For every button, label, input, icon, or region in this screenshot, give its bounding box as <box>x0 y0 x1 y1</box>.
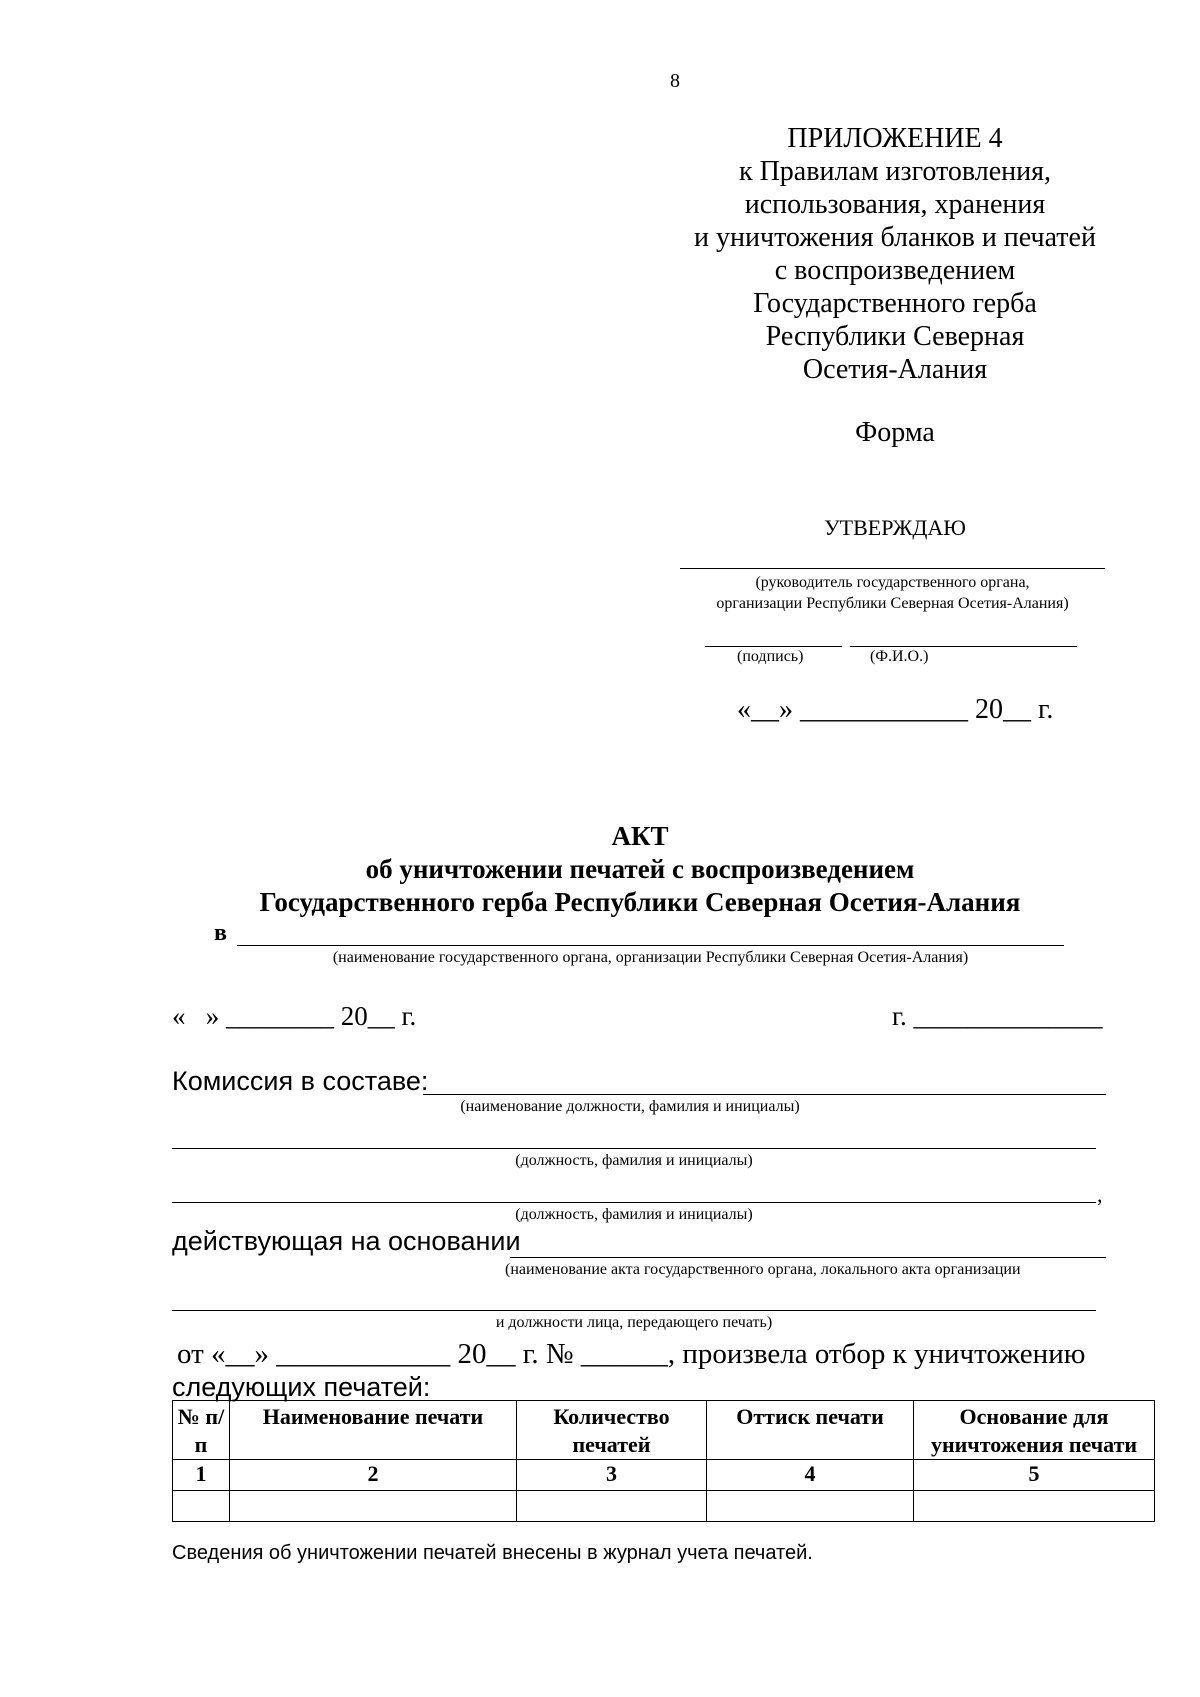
form-label: Форма <box>855 417 935 448</box>
commission-caption: (наименование должности, фамилия и инициалы) <box>460 1098 800 1115</box>
basis-caption: (наименование акта государственного органа, локального акта организации <box>505 1261 1021 1278</box>
signature-field-line[interactable] <box>705 646 842 647</box>
table-cell[interactable] <box>173 1491 230 1522</box>
appendix-header <box>660 122 1130 386</box>
table-header-row <box>173 1401 1155 1460</box>
table-cell[interactable] <box>914 1491 1155 1522</box>
footer-note: Сведения об уничтожении печатей внесены в журнал учета печатей. <box>172 1542 813 1564</box>
appendix-line: Государственного герба <box>753 288 1037 319</box>
appendix-line: с воспроизведением <box>774 255 1016 286</box>
table-number-row <box>173 1460 1155 1491</box>
act-title-line: об уничтожении печатей с воспроизведением <box>365 854 915 884</box>
basis-caption-2: и должности лица, передающего печать) <box>495 1314 773 1331</box>
approver-field-line[interactable] <box>680 568 1105 569</box>
appendix-line: и уничтожения бланков и печатей <box>694 222 1096 253</box>
commission-field-line[interactable] <box>423 1094 1106 1095</box>
appendix-line: использования, хранения <box>744 189 1046 220</box>
basis-field-line[interactable] <box>510 1257 1106 1258</box>
table-cell: 4 <box>707 1460 914 1491</box>
commission-member-caption: (должность, фамилия и инициалы) <box>515 1152 753 1169</box>
act-date[interactable]: « » ________ 20__ г. <box>172 1001 417 1031</box>
approver-caption <box>680 572 1105 614</box>
appendix-line: Осетия-Алания <box>802 354 988 385</box>
table-header-cell: Количество печатей <box>517 1401 707 1460</box>
fio-field-line[interactable] <box>850 646 1077 647</box>
act-title <box>170 820 1110 919</box>
approval-date[interactable]: «__» ____________ 20__ г. <box>737 694 1054 725</box>
selection-statement[interactable]: от «__» ____________ 20__ г. № ______, произвела отбор к уничтожению <box>177 1338 1086 1370</box>
table-cell[interactable] <box>230 1491 517 1522</box>
table-row <box>173 1491 1155 1522</box>
commission-label: Комиссия в составе: <box>172 1066 429 1096</box>
org-prefix: в <box>214 920 227 946</box>
table-header-cell: Основание для уничтожения печати <box>914 1401 1155 1460</box>
org-caption: (наименование государственного органа, организации Республики Северная Осетия-Алания) <box>332 949 969 966</box>
act-title-line: Государственного герба Республики Северная Осетия-Алания <box>259 887 1021 917</box>
act-title-line: АКТ <box>611 821 669 851</box>
table-header-cell: Наименование печати <box>230 1401 517 1460</box>
signature-caption: (подпись) <box>737 648 804 665</box>
act-city[interactable]: г. ______________ <box>892 1001 1103 1031</box>
table-cell[interactable] <box>517 1491 707 1522</box>
commission-comma: , <box>1097 1182 1103 1207</box>
table-cell: 2 <box>230 1460 517 1491</box>
table-header-cell: № п/п <box>173 1401 230 1460</box>
page-number: 8 <box>670 70 680 92</box>
table-header-cell: Оттиск печати <box>707 1401 914 1460</box>
commission-member-line[interactable] <box>172 1202 1096 1203</box>
approval-title: УТВЕРЖДАЮ <box>824 515 966 540</box>
approver-caption-line: (руководитель государственного органа, <box>755 574 1030 591</box>
appendix-line: к Правилам изготовления, <box>738 156 1051 187</box>
commission-member-line[interactable] <box>172 1148 1096 1149</box>
selection-statement-continuation: следующих печатей: <box>172 1372 431 1402</box>
table-cell[interactable] <box>707 1491 914 1522</box>
approver-caption-line: организации Республики Северная Осетия-Алания) <box>716 595 1069 612</box>
table-cell: 3 <box>517 1460 707 1491</box>
table-cell: 5 <box>914 1460 1155 1491</box>
basis-field-line-2[interactable] <box>172 1310 1096 1311</box>
commission-member-caption: (должность, фамилия и инициалы) <box>515 1206 753 1223</box>
org-field-line[interactable] <box>237 945 1064 946</box>
fio-caption: (Ф.И.О.) <box>870 648 929 665</box>
seals-table <box>172 1400 1155 1522</box>
appendix-line: Республики Северная <box>765 321 1025 352</box>
appendix-line: ПРИЛОЖЕНИЕ 4 <box>787 123 1003 154</box>
table-cell: 1 <box>173 1460 230 1491</box>
basis-label: действующая на основании <box>172 1226 521 1256</box>
